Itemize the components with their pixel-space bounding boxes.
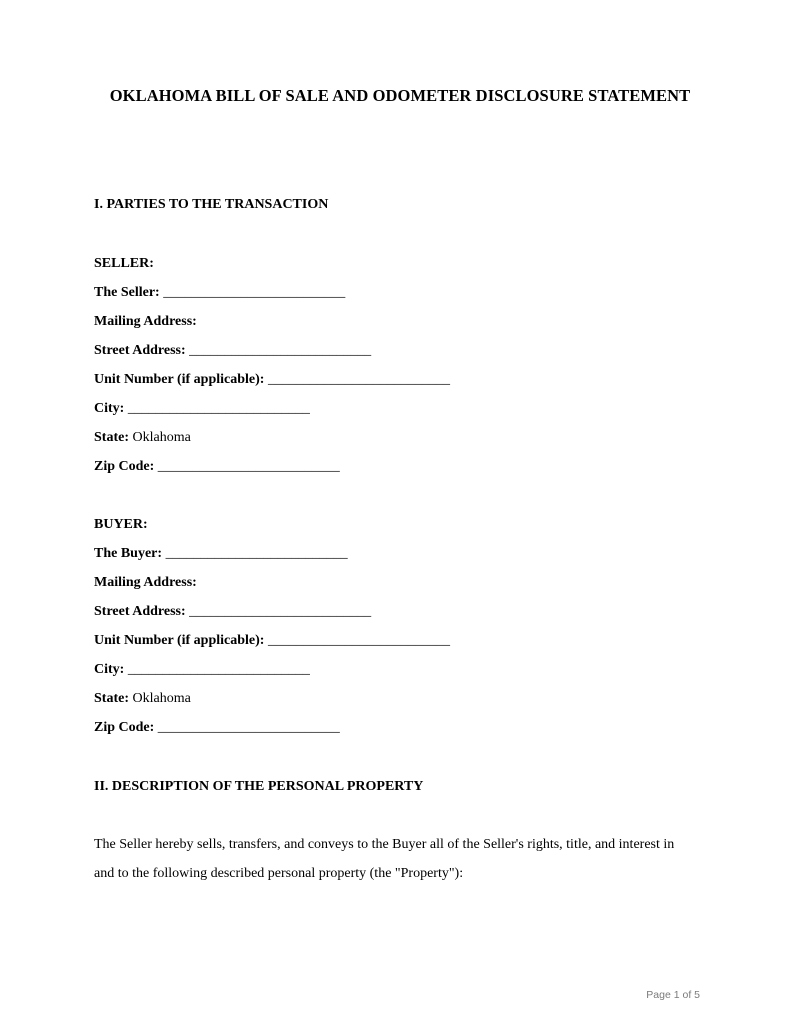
seller-zip-label: Zip Code: — [94, 459, 155, 474]
buyer-state-field — [94, 691, 191, 707]
section-heading-property: II. DESCRIPTION OF THE PERSONAL PROPERTY — [94, 779, 424, 794]
seller-name-label: The Seller: — [94, 285, 160, 300]
buyer-unit-field — [94, 633, 450, 649]
buyer-city-label: City: — [94, 662, 125, 677]
buyer-city-blank[interactable]: __________________________ — [127, 662, 310, 677]
buyer-street-field — [94, 604, 371, 620]
seller-street-label: Street Address: — [94, 343, 186, 358]
property-paragraph-line-2: and to the following described personal property (the "Property"): — [94, 866, 464, 881]
seller-mailing-label: Mailing Address: — [94, 314, 197, 329]
section-heading-parties: I. PARTIES TO THE TRANSACTION — [94, 197, 329, 212]
seller-mailing-address — [94, 314, 197, 330]
buyer-mailing-address — [94, 575, 197, 591]
seller-name-blank[interactable]: __________________________ — [163, 285, 346, 300]
buyer-zip-label: Zip Code: — [94, 720, 155, 735]
seller-state-label: State: — [94, 430, 129, 445]
seller-unit-field — [94, 372, 450, 388]
seller-state-value: Oklahoma — [132, 430, 191, 445]
buyer-city-field — [94, 662, 310, 678]
seller-city-label: City: — [94, 401, 125, 416]
seller-unit-label: Unit Number (if applicable): — [94, 372, 265, 387]
buyer-street-label: Street Address: — [94, 604, 186, 619]
buyer-heading: BUYER: — [94, 517, 148, 532]
buyer-unit-label: Unit Number (if applicable): — [94, 633, 265, 648]
seller-zip-field — [94, 459, 340, 475]
buyer-state-label: State: — [94, 691, 129, 706]
seller-city-field — [94, 401, 310, 417]
seller-state-field — [94, 430, 191, 446]
buyer-zip-blank[interactable]: __________________________ — [157, 720, 340, 735]
seller-unit-blank[interactable]: __________________________ — [267, 372, 450, 387]
seller-city-blank[interactable]: __________________________ — [127, 401, 310, 416]
buyer-name-blank[interactable]: __________________________ — [165, 546, 348, 561]
seller-heading: SELLER: — [94, 256, 154, 271]
buyer-street-blank[interactable]: __________________________ — [189, 604, 372, 619]
property-paragraph-line-1: The Seller hereby sells, transfers, and conveys to the Buyer all of the Seller's rights, title, and interest in — [94, 837, 675, 852]
seller-street-blank[interactable]: __________________________ — [189, 343, 372, 358]
buyer-unit-blank[interactable]: __________________________ — [267, 633, 450, 648]
seller-street-field — [94, 343, 371, 359]
buyer-name-field — [94, 546, 348, 562]
buyer-zip-field — [94, 720, 340, 736]
seller-zip-blank[interactable]: __________________________ — [157, 459, 340, 474]
seller-name-field — [94, 285, 345, 301]
buyer-name-label: The Buyer: — [94, 546, 163, 561]
buyer-state-value: Oklahoma — [132, 691, 191, 706]
buyer-mailing-label: Mailing Address: — [94, 575, 197, 590]
page-number: Page 1 of 5 — [646, 989, 700, 1001]
document-title: OKLAHOMA BILL OF SALE AND ODOMETER DISCLOSURE STATEMENT — [109, 86, 691, 105]
